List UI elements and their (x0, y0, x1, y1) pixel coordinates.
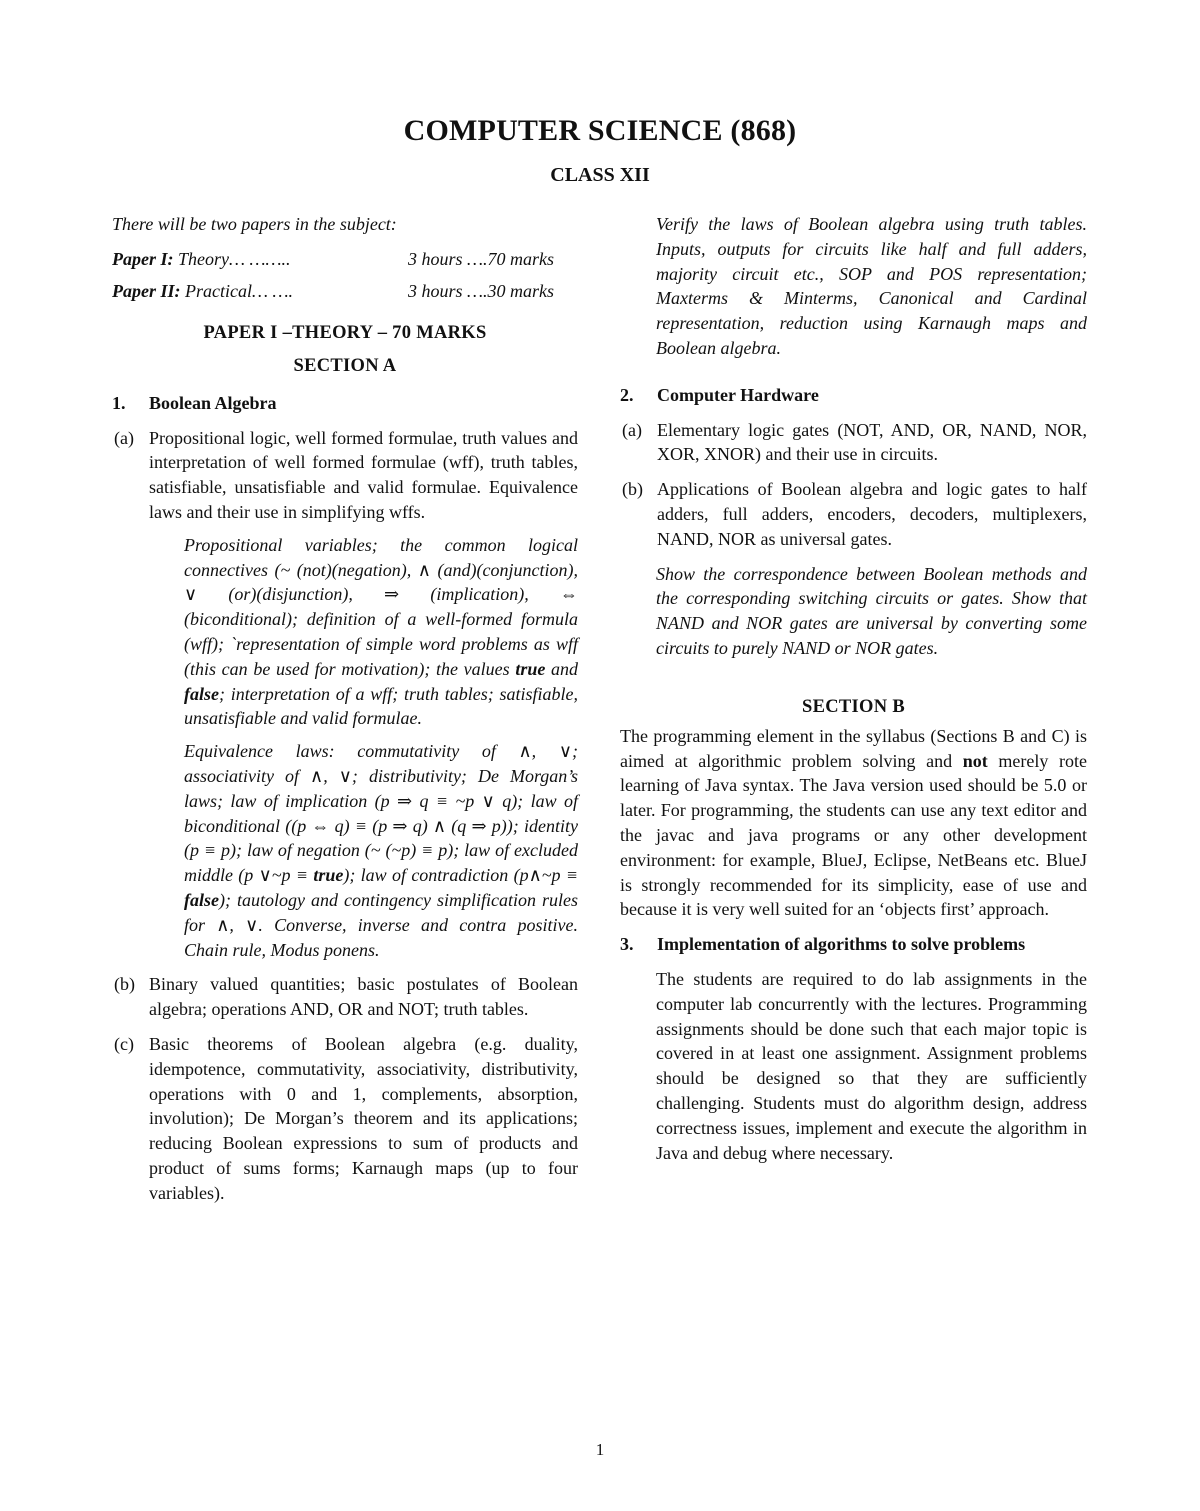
paper-1-line (112, 243, 578, 275)
right-column (620, 212, 1087, 1165)
item-b-marker: (b) (114, 974, 135, 995)
topic-2-number: 2. (620, 384, 634, 405)
topic-2-title: Computer Hardware (657, 384, 819, 405)
topic-2-item-b-marker: (b) (622, 479, 643, 500)
paper-1-detail: 3 hours ….70 marks (408, 248, 555, 269)
topic-1-item-c (112, 1032, 578, 1206)
topic-3-number: 3. (620, 934, 634, 955)
section-b-heading: SECTION B (802, 696, 905, 717)
topic-1-heading (112, 391, 578, 416)
section-a-heading: SECTION A (293, 355, 397, 376)
item-a-text: Propositional logic, well formed formulae, truth values and interpretation of well formed formulae (wff), truth tables, satisfiable, unsatisfiable and valid formulae. Equivalence laws and their use in simplifying wffs. (149, 427, 578, 522)
topic-2-heading (620, 383, 1087, 408)
topic-2-item-a-marker: (a) (622, 419, 642, 440)
topic-2-item-b (620, 477, 1087, 551)
topic-1-item-b (112, 972, 578, 1022)
topic-3-text: The students are required to do lab assignments in the computer lab concurrently with the lectures. Programming assignments should be done such that each major topic is covered in at least one assignment. Assignment problems should be designed so that they are sufficiently challenging. Students must do algorithm design, address correctness issues, implement and execute the algorithm in Java and debug where necessary. (656, 968, 1087, 1163)
topic-1-continued-note: Verify the laws of Boolean algebra using truth tables. Inputs, outputs for circuits like half and full adders, majority circuit etc., SOP and POS representation; Maxterms & Minterms, Canonical and Cardinal representation, reduction using Karnaugh maps and Boolean algebra. (656, 214, 1087, 358)
page-number: 1 (595, 1440, 605, 1459)
topic-2-note: Show the correspondence between Boolean methods and the corresponding switching circuits or gates. Show that NAND and NOR gates are universal by converting some circuits to purely NAND or NOR gates. (656, 563, 1087, 658)
item-a-marker: (a) (114, 427, 134, 448)
paper-2-name: Practical… …. (180, 280, 293, 301)
item-c-marker: (c) (114, 1033, 134, 1054)
paper-2-detail: 3 hours ….30 marks (408, 280, 555, 301)
document-title: COMPUTER SCIENCE (868) (403, 114, 797, 147)
paper-2-label: Paper II: (112, 280, 181, 301)
topic-3-title: Implementation of algorithms to solve problems (657, 934, 1026, 955)
topic-1-item-a (112, 426, 578, 525)
paper-1-heading: PAPER I –THEORY – 70 MARKS (203, 322, 487, 343)
paper-1-label: Paper I: (112, 248, 174, 269)
topic-3-heading (620, 932, 1087, 957)
intro-text: There will be two papers in the subject: (112, 214, 397, 234)
topic-1-title: Boolean Algebra (149, 392, 277, 413)
item-c-text: Basic theorems of Boolean algebra (e.g. duality, idempotence, commutativity, associativity, distributivity, operations with 0 and 1, complements, absorption, involution); De Morgan’s theorem and its applications; reducing Boolean expressions to sum of products and product of sums forms; Karnaugh maps (up to four variables). (149, 1033, 578, 1203)
left-column (112, 212, 578, 1206)
topic-1-note-equivalence-laws: Equivalence laws: commutativity of ∧, ∨; associativity of ∧, ∨; distributivity; De Morgan’s laws; law of implication (p ⇒ q ≡ ~p ∨ q); law of biconditional ((p ⇔ q) ≡ (p ⇒ q) ∧ (q ⇒ p)); identity (p ≡ p); law of negation (~ (~p) ≡ p); law of excluded middle (p ∨~p ≡ true); law of contradiction (p∧~p ≡ false); tautology and contingency simplification rules for ∧, ∨. Converse, inverse and contra positive. Chain rule, Modus ponens. (184, 741, 579, 960)
item-b-text: Binary valued quantities; basic postulates of Boolean algebra; operations AND, OR and NOT; truth tables. (149, 974, 578, 1020)
paper-1-name: Theory… …….. (173, 248, 291, 269)
paper-2-line (112, 275, 578, 307)
topic-2-item-a (620, 418, 1087, 468)
section-b-intro: The programming element in the syllabus (Sections B and C) is aimed at algorithmic problem solving and not merely rote learning of Java syntax. The Java version used should be 5.0 or later. For programming, the students can use any text editor and the javac and java programs or any other development environment: for example, BlueJ, Eclipse, NetBeans etc. BlueJ is strongly recommended for its simplicity, ease of use and because it is very well suited for an ‘objects first’ approach. (620, 725, 1087, 920)
topic-2-item-b-text: Applications of Boolean algebra and logic gates to half adders, full adders, encoders, decoders, multiplexers, NAND, NOR as universal gates. (657, 479, 1087, 549)
topic-1-note-connectives: Propositional variables; the common logical connectives (~ (not)(negation), ∧ (and)(conjunction), ∨ (or)(disjunction), ⇒ (implication), ⇔ (biconditional); definition of a well-formed formula (wff); `representation of simple word problems as wff (this can be used for motivation); the values true and false; interpretation of a wff; truth tables; satisfiable, unsatisfiable and valid formulae. (184, 534, 578, 729)
topic-2-item-a-text: Elementary logic gates (NOT, AND, OR, NAND, NOR, XOR, XNOR) and their use in circuits. (657, 419, 1087, 465)
document-subtitle: CLASS XII (550, 164, 650, 186)
topic-1-number: 1. (112, 392, 126, 413)
